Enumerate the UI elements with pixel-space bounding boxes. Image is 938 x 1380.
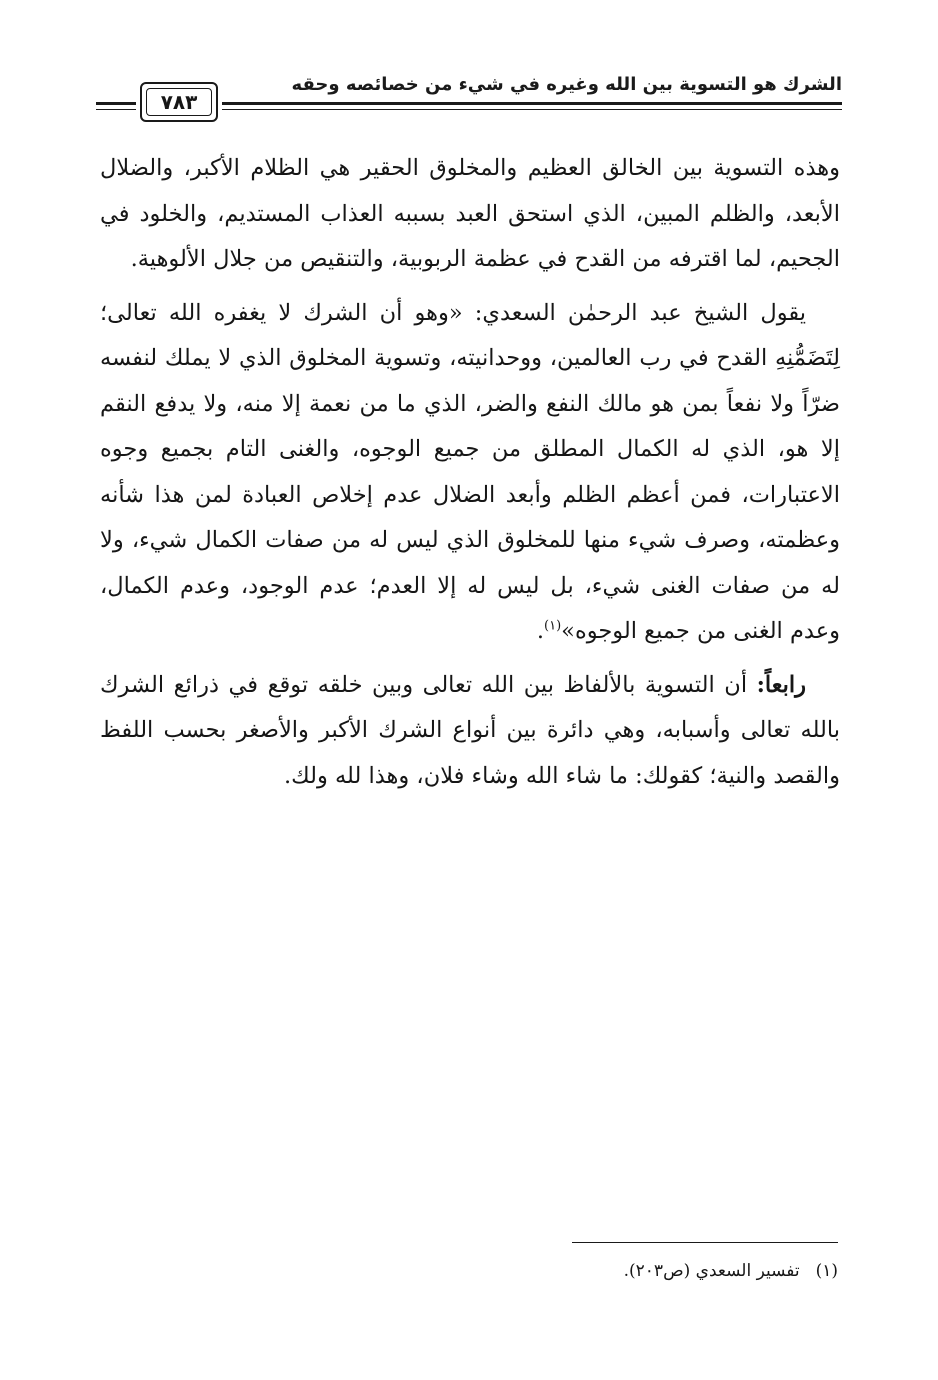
quote-end: . — [536, 618, 545, 644]
footnote — [100, 1258, 838, 1284]
paragraph-3 — [100, 663, 840, 800]
page-number: ٧٨٣ — [160, 90, 198, 114]
paragraph-1: وهذه التسوية بين الخالق العظيم والمخلوق الحقير هي الظلام الأكبر، والضلال الأبعد، والظلم المبين، الذي استحق العبد بسببه العذاب المستديم، والخلود في الجحيم، لما اقترفه من القدح في عظمة الربوبية، والتنقيص من جلال الألوهية. — [100, 155, 840, 272]
footnote-rule — [572, 1242, 838, 1243]
quote-text: يقول الشيخ عبد الرحمٰن السعدي: «وهو أن الشرك لا يغفره الله تعالى؛ لِتَضَمُّنِهِ القدح في رب العالمين، ووحدانيته، وتسوية المخلوق الذي لا يملك لنفسه ضرّاً ولا نفعاً بمن هو مالك النفع والضر، الذي ما من نعمة إلا منه، ولا يدفع النقم إلا هو، الذي له الكمال المطلق من جميع الوجوه، والغنى التام بجميع وجوه الاعتبارات، فمن أعظم الظلم وأبعد الضلال عدم إخلاص العبادة لمن هذا شأنه وعظمته، وصرف شيء منها للمخلوق الذي ليس له من صفات الكمال شيء، ولا له من صفات الغنى شيء، بل ليس له إلا العدم؛ عدم الوجود، وعدم الكمال، وعدم الغنى من جميع الوجوه» — [100, 299, 840, 644]
footnote-text: تفسير السعدي (ص٢٠٣). — [623, 1261, 800, 1281]
footnote-ref[interactable]: (١) — [544, 618, 562, 634]
paragraph-2 — [100, 291, 840, 655]
body-text — [100, 146, 840, 799]
footnote-number: (١) — [815, 1261, 838, 1281]
page-number-frame — [136, 78, 222, 126]
running-title: الشرك هو التسوية بين الله وغيره في شيء من خصائصه وحقه — [291, 74, 842, 95]
paragraph-3-text: أن التسوية بالألفاظ بين الله تعالى وبين خلقه توقع في ذرائع الشرك بالله تعالى وأسبابه، وهي دائرة بين أنواع الشرك الأكبر والأصغر بحسب اللفظ والقصد والنية؛ كقولك: ما شاء الله وشاء فلان، وهذا لله ولك. — [100, 671, 840, 789]
paragraph-lead: رابعاً: — [756, 671, 806, 698]
